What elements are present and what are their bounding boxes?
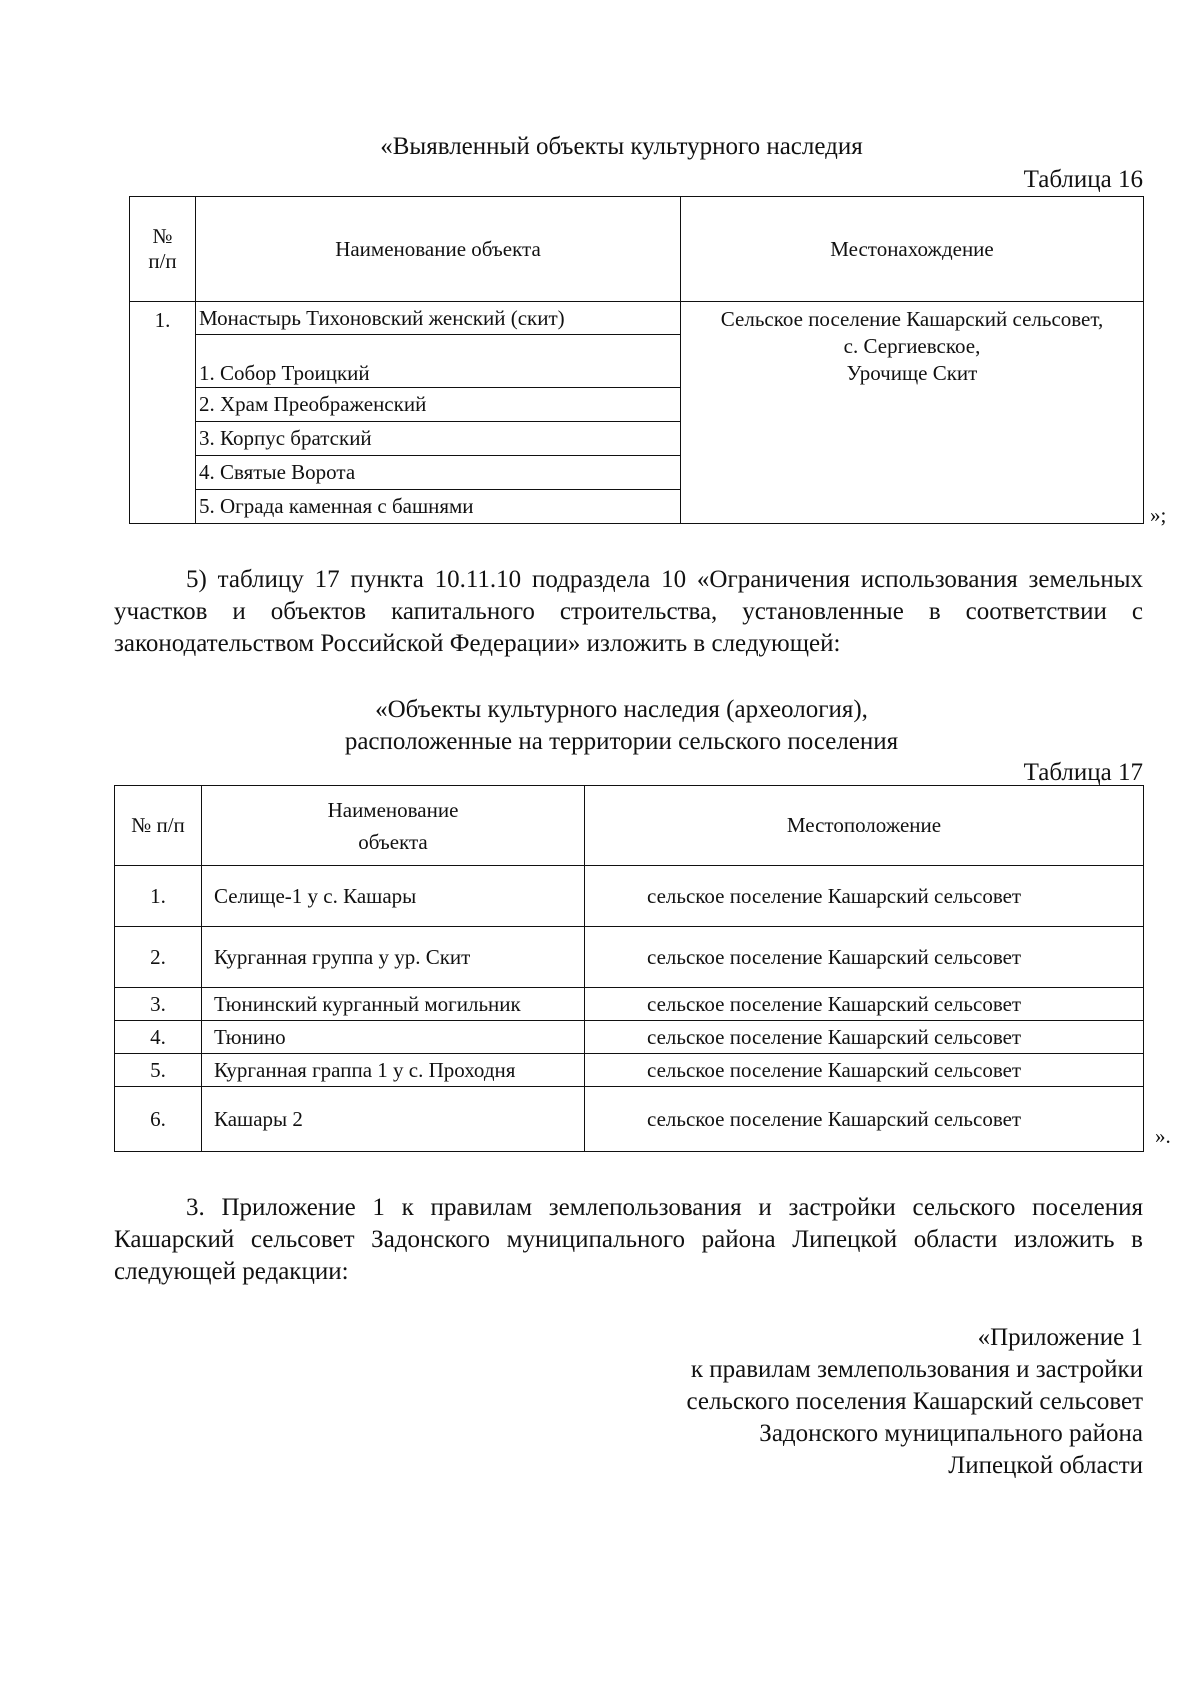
table-17 xyxy=(114,785,1144,1152)
table-16 xyxy=(129,196,1144,524)
appendix-line: Липецкой области xyxy=(948,1452,1143,1479)
table16-label: Таблица 16 xyxy=(1023,166,1143,193)
row-num: 3. xyxy=(115,988,202,1021)
table16-header-name: Наименование объекта xyxy=(196,197,681,302)
header-num-symbol: № xyxy=(152,224,173,248)
appendix-line: к правилам землепользования и застройки xyxy=(690,1356,1143,1383)
table16-item xyxy=(196,335,681,388)
row-name: Курганная группа у ур. Скит xyxy=(202,927,585,988)
table17-header-location: Местоположение xyxy=(585,786,1144,866)
row-location: сельское поселение Кашарский сельсовет xyxy=(585,866,1144,927)
row-name: Кашары 2 xyxy=(202,1087,585,1152)
row-location: сельское поселение Кашарский сельсовет xyxy=(585,1087,1144,1152)
appendix-line: сельского поселения Кашарский сельсовет xyxy=(686,1388,1143,1415)
row-location: сельское поселение Кашарский сельсовет xyxy=(585,988,1144,1021)
row-location: сельское поселение Кашарский сельсовет xyxy=(585,1054,1144,1087)
row-num: 4. xyxy=(115,1021,202,1054)
appendix-line: «Приложение 1 xyxy=(977,1324,1143,1351)
table17-title-line1: «Объекты культурного наследия (археология), xyxy=(375,696,868,723)
table16-title: «Выявленный объекты культурного наследия xyxy=(380,133,863,160)
table16-item: 4. Святые Ворота xyxy=(196,456,681,490)
location-line: Урочище Скит xyxy=(846,361,978,385)
table16-closing-quote: »; xyxy=(1150,503,1167,527)
table17-closing-quote: ». xyxy=(1155,1124,1171,1148)
table-row xyxy=(115,927,1144,988)
paragraph-5: 5) таблицу 17 пункта 10.11.10 подраздела 10 «Ограничения использования земельных участков и объектов капитального строительства, установленные в соответствии с законодательством Российской Федерации» изложить в следующей: xyxy=(114,566,1143,657)
table16-item: Монастырь Тихоновский женский (скит) xyxy=(196,302,681,335)
table16-item: 5. Ограда каменная с башнями xyxy=(196,490,681,524)
table-row xyxy=(115,866,1144,927)
row-location: сельское поселение Кашарский сельсовет xyxy=(585,927,1144,988)
table-row xyxy=(115,988,1144,1021)
appendix-heading xyxy=(500,1322,1143,1482)
table17-header-row xyxy=(115,786,1144,866)
row-num: 1. xyxy=(115,866,202,927)
table-row xyxy=(115,1087,1144,1152)
table16-location xyxy=(681,302,1144,524)
table16-header-location: Местонахождение xyxy=(681,197,1144,302)
table-row xyxy=(130,302,1144,335)
table16-item: 2. Храм Преображенский xyxy=(196,388,681,422)
table-row xyxy=(115,1054,1144,1087)
row-num: 2. xyxy=(115,927,202,988)
table16-row-num: 1. xyxy=(130,302,196,524)
appendix-line: Задонского муниципального района xyxy=(759,1420,1143,1447)
row-name: Тюнино xyxy=(202,1021,585,1054)
table17-header-name xyxy=(202,786,585,866)
location-line: Сельское поселение Кашарский сельсовет, xyxy=(720,307,1104,331)
row-num: 6. xyxy=(115,1087,202,1152)
row-name: Тюнинский курганный могильник xyxy=(202,988,585,1021)
row-location: сельское поселение Кашарский сельсовет xyxy=(585,1021,1144,1054)
location-line: с. Сергиевское, xyxy=(843,334,981,358)
row-name: Селище-1 у с. Кашары xyxy=(202,866,585,927)
table16-header-row xyxy=(130,197,1144,302)
table17-title-line2: расположенные на территории сельского поселения xyxy=(344,728,899,755)
table17-header-num: № п/п xyxy=(115,786,202,866)
paragraph-3: 3. Приложение 1 к правилам землепользования и застройки сельского поселения Кашарский сельсовет Задонского муниципального района Липецкой области изложить в следующей редакции: xyxy=(114,1194,1143,1285)
table16-item: 3. Корпус братский xyxy=(196,422,681,456)
header-name-line: объекта xyxy=(358,829,428,854)
row-num: 5. xyxy=(115,1054,202,1087)
table16-item-text: 1. Собор Троицкий xyxy=(199,361,370,385)
table-row xyxy=(115,1021,1144,1054)
header-name-line: Наименование xyxy=(327,797,459,822)
row-name: Курганная граппа 1 у с. Проходня xyxy=(202,1054,585,1087)
header-num-abbr: п/п xyxy=(148,249,177,273)
table16-header-num xyxy=(130,197,196,302)
table17-label: Таблица 17 xyxy=(1023,759,1143,786)
